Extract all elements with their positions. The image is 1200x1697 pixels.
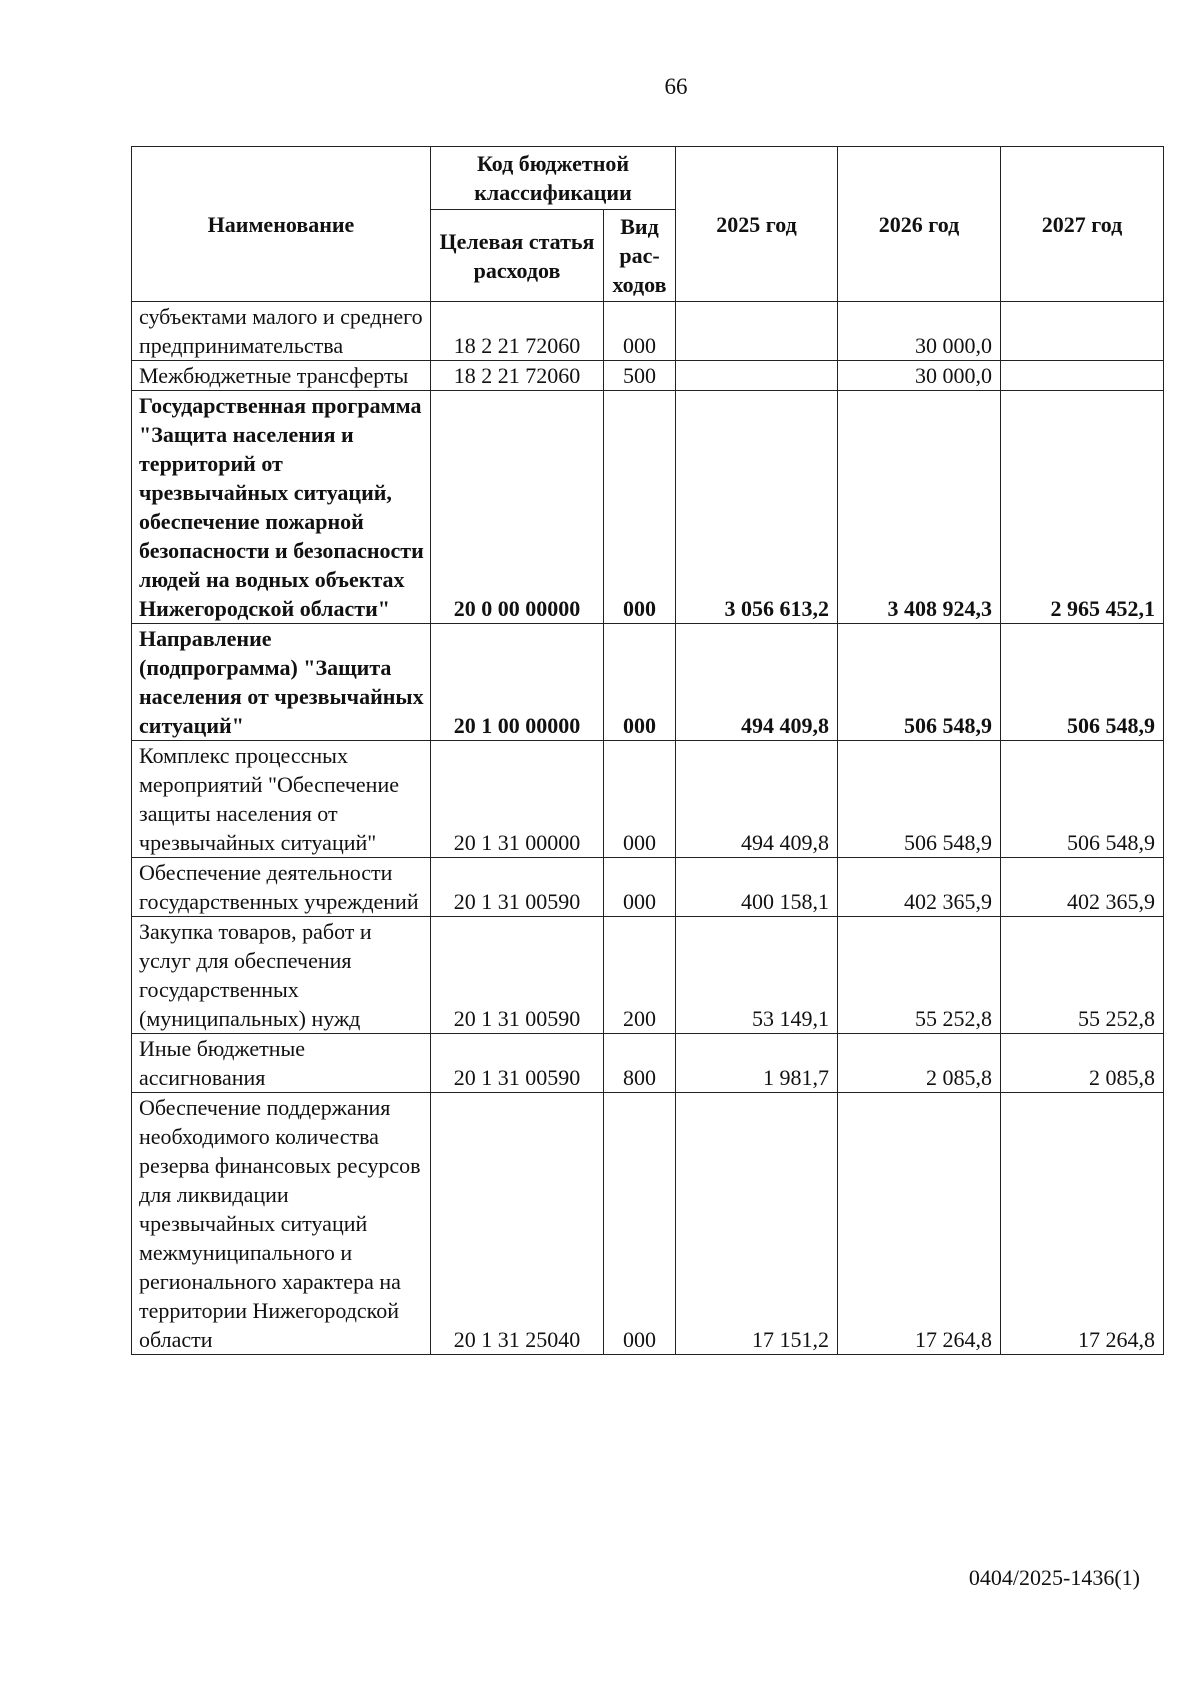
row-target-article: 20 1 31 00590 <box>431 917 604 1034</box>
row-target-article: 20 1 31 00590 <box>431 1034 604 1093</box>
row-target-article: 18 2 21 72060 <box>431 361 604 391</box>
row-target-article: 20 1 31 00590 <box>431 858 604 917</box>
header-2026: 2026 год <box>838 147 1001 302</box>
row-value-2025 <box>676 361 838 391</box>
row-name: Межбюджетные трансферты <box>132 361 431 391</box>
row-value-2025: 400 158,1 <box>676 858 838 917</box>
table-row <box>132 624 1164 741</box>
row-target-article: 20 1 31 00000 <box>431 741 604 858</box>
row-value-2026: 30 000,0 <box>838 302 1001 361</box>
row-value-2027: 17 264,8 <box>1001 1093 1164 1355</box>
row-expense-type: 000 <box>604 741 676 858</box>
row-target-article: 20 1 00 00000 <box>431 624 604 741</box>
header-row-1 <box>132 147 1164 210</box>
header-name: Наименование <box>132 147 431 302</box>
row-target-article: 20 1 31 25040 <box>431 1093 604 1355</box>
row-value-2027 <box>1001 302 1164 361</box>
table-row <box>132 1093 1164 1355</box>
row-value-2026: 30 000,0 <box>838 361 1001 391</box>
row-value-2026: 3 408 924,3 <box>838 391 1001 624</box>
row-expense-type: 500 <box>604 361 676 391</box>
header-target-article: Целевая статья расходов <box>431 210 604 302</box>
header-2025: 2025 год <box>676 147 838 302</box>
header-2027: 2027 год <box>1001 147 1164 302</box>
row-name: субъектами малого и среднего предпринимательства <box>132 302 431 361</box>
table-body <box>132 302 1164 1355</box>
row-value-2027 <box>1001 361 1164 391</box>
row-value-2026: 506 548,9 <box>838 624 1001 741</box>
row-value-2027: 2 965 452,1 <box>1001 391 1164 624</box>
row-name: Обеспечение деятельности государственных учреждений <box>132 858 431 917</box>
page-number: 66 <box>664 74 688 99</box>
table-row <box>132 741 1164 858</box>
row-expense-type: 800 <box>604 1034 676 1093</box>
row-name: Обеспечение поддержания необходимого количества резерва финансовых ресурсов для ликвидации чрезвычайных ситуаций межмуниципального и регионального характера на территории Нижегородской области <box>132 1093 431 1355</box>
row-value-2027: 55 252,8 <box>1001 917 1164 1034</box>
row-value-2026: 55 252,8 <box>838 917 1001 1034</box>
row-name: Государственная программа "Защита населения и территорий от чрезвычайных ситуаций, обеспечение пожарной безопасности и безопасности людей на водных объектах Нижегородской области" <box>132 391 431 624</box>
row-target-article: 18 2 21 72060 <box>431 302 604 361</box>
row-expense-type: 000 <box>604 1093 676 1355</box>
row-name: Закупка товаров, работ и услуг для обеспечения государственных (муниципальных) нужд <box>132 917 431 1034</box>
table-row <box>132 917 1164 1034</box>
row-value-2025: 494 409,8 <box>676 741 838 858</box>
row-value-2026: 17 264,8 <box>838 1093 1001 1355</box>
row-value-2025: 494 409,8 <box>676 624 838 741</box>
document-code: 0404/2025-1436(1) <box>968 1565 1140 1590</box>
table-row <box>132 361 1164 391</box>
row-value-2027: 402 365,9 <box>1001 858 1164 917</box>
row-target-article: 20 0 00 00000 <box>431 391 604 624</box>
row-value-2026: 506 548,9 <box>838 741 1001 858</box>
header-expense-type: Вид рас-ходов <box>604 210 676 302</box>
budget-table <box>131 146 1164 1355</box>
table-row <box>132 858 1164 917</box>
row-expense-type: 200 <box>604 917 676 1034</box>
row-value-2025 <box>676 302 838 361</box>
row-value-2027: 506 548,9 <box>1001 741 1164 858</box>
row-value-2025: 1 981,7 <box>676 1034 838 1093</box>
row-value-2025: 3 056 613,2 <box>676 391 838 624</box>
table-row <box>132 302 1164 361</box>
row-value-2025: 53 149,1 <box>676 917 838 1034</box>
table-row <box>132 1034 1164 1093</box>
row-expense-type: 000 <box>604 624 676 741</box>
row-expense-type: 000 <box>604 858 676 917</box>
row-expense-type: 000 <box>604 302 676 361</box>
row-name: Иные бюджетные ассигнования <box>132 1034 431 1093</box>
table-row <box>132 391 1164 624</box>
header-code-group: Код бюджетной классификации <box>431 147 676 210</box>
row-expense-type: 000 <box>604 391 676 624</box>
row-value-2027: 506 548,9 <box>1001 624 1164 741</box>
row-name: Комплекс процессных мероприятий "Обеспечение защиты населения от чрезвычайных ситуаций" <box>132 741 431 858</box>
row-value-2026: 2 085,8 <box>838 1034 1001 1093</box>
row-value-2026: 402 365,9 <box>838 858 1001 917</box>
row-name: Направление (подпрограмма) "Защита населения от чрезвычайных ситуаций" <box>132 624 431 741</box>
row-value-2025: 17 151,2 <box>676 1093 838 1355</box>
row-value-2027: 2 085,8 <box>1001 1034 1164 1093</box>
